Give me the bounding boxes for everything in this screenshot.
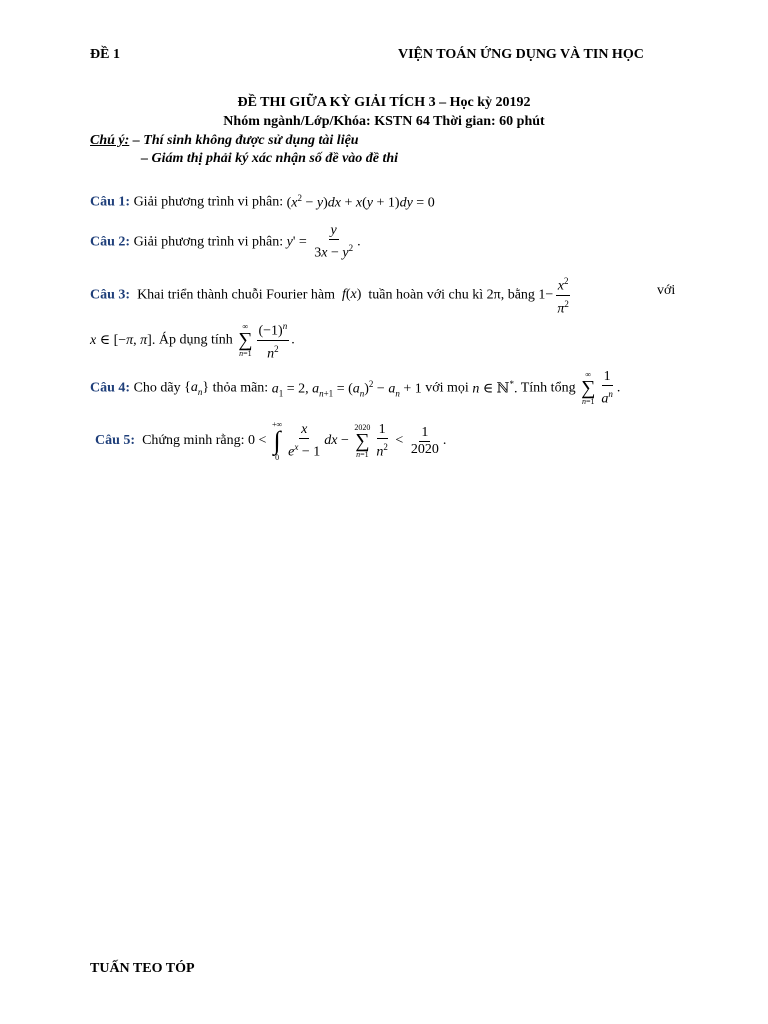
- question-text-4: Tính tổng: [520, 380, 576, 396]
- sum-symbol: ∞ ∑ n=1: [581, 370, 596, 407]
- question-text: Chứng minh rằng:: [142, 433, 245, 449]
- equation: $(x^2 - y)dx + x(y + 1)dy = 0$: [286, 193, 435, 211]
- question-1: [90, 193, 435, 212]
- equation: 1− $\frac{x^2}{\pi^2}$: [538, 273, 572, 317]
- interval: x ∈ [−π, π].: [90, 332, 156, 348]
- question-text-2: tuần hoàn với chu kì 2π, bằng: [368, 287, 535, 303]
- function-expr: f: [341, 287, 346, 303]
- note-label: Chú ý:: [90, 133, 130, 148]
- question-3: Câu 3: Khai triển thành chuỗi Fourier hàm f(x) tuần hoàn với chu kì 2π, bằng 1− $\frac{x^2}{\pi^2}$: [90, 273, 573, 317]
- sequence: $\{a_n\}$: [184, 379, 210, 397]
- question-text-4: Áp dụng tính: [158, 332, 233, 348]
- question-label: Câu 2:: [90, 234, 131, 250]
- note-item: – Giám thị phải ký xác nhận số đề vào đề thi: [141, 151, 399, 166]
- question-4: Câu 4: Cho dãy $\{a_n\}$ thỏa mãn: $a_1 = 2$, $a_{n+1} = (a_n)^2 - a_n + 1$ với mọi n ∈ ℕ*. Tính tổng ∞ ∑ n=1 $\frac{1}{a^n}$ .: [90, 369, 621, 407]
- question-text: Giải phương trình vi phân:: [133, 194, 284, 210]
- footer-signature: TUẤN TEO TÓP: [90, 961, 195, 976]
- equation: y' = $\frac{y}{3x - y^2}$ .: [286, 223, 361, 261]
- institute-name: VIỆN TOÁN ỨNG DỤNG VÀ TIN HỌC: [398, 47, 644, 62]
- question-label: Câu 3:: [90, 287, 131, 303]
- domain-expr: n ∈ ℕ*.: [472, 379, 518, 397]
- note-line-1: [90, 133, 359, 149]
- exam-code: ĐỀ 1: [90, 47, 120, 62]
- question-label: Câu 5:: [95, 433, 136, 449]
- question-text-2: thỏa mãn:: [212, 380, 269, 396]
- exam-subtitle: Nhóm ngành/Lớp/Khóa: KSTN 64 Thời gian: 60 phút: [223, 114, 545, 129]
- question-2: [90, 223, 361, 262]
- question-label: Câu 1:: [90, 194, 131, 210]
- question-5: Câu 5: Chứng minh rằng: 0 < +∞ ∫ 0 $\frac{x}{e^x - 1}$ dx − 2020 ∑ n=1 $\frac{1}{n^2}$ < $\frac{1}{2020}$ .: [95, 420, 447, 462]
- question-text-3: với mọi: [425, 380, 469, 396]
- question-label: Câu 4:: [90, 380, 131, 396]
- question-text: Cho dãy: [133, 380, 181, 396]
- question-text: Khai triển thành chuỗi Fourier hàm: [137, 287, 335, 303]
- exam-title: ĐỀ THI GIỮA KỲ GIẢI TÍCH 3 – Học kỳ 20192: [237, 95, 531, 110]
- sum-symbol: ∞ ∑ n=1: [238, 322, 253, 359]
- sum-symbol: 2020 ∑ n=1: [354, 423, 371, 459]
- question-text-3: với: [657, 283, 676, 298]
- recurrence: $a_1 = 2$, $a_{n+1} = (a_n)^2 - a_n + 1$: [271, 378, 422, 399]
- note-item: – Thí sinh không được sử dụng tài liệu: [132, 133, 359, 148]
- question-text: Giải phương trình vi phân:: [133, 234, 284, 250]
- question-3-line-2: x ∈ [−π, π]. Áp dụng tính ∞ ∑ n=1 $\frac{(-1)^n}{n^2}$ .: [90, 318, 295, 362]
- integral-symbol: +∞ ∫ 0: [271, 420, 283, 462]
- inequality: 0 <: [248, 433, 267, 448]
